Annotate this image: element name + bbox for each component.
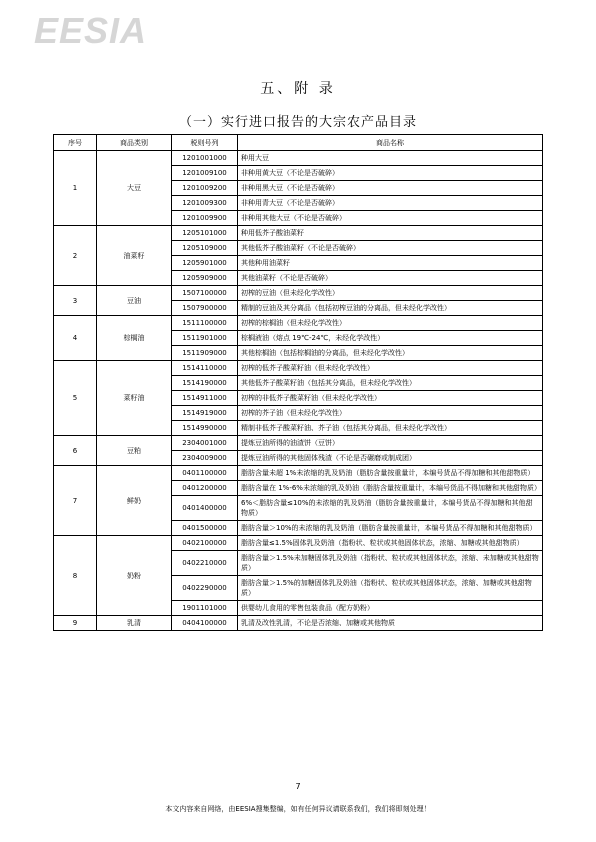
- serial-cell: 6: [54, 436, 97, 466]
- product-name-cell: 非种用黑大豆（不论是否破碎）: [238, 181, 543, 196]
- category-cell: 棕榈油: [97, 316, 172, 361]
- tariff-code-cell: 2304001000: [172, 436, 238, 451]
- tariff-code-cell: 1511909000: [172, 346, 238, 361]
- footer-note: 本文内容来自网络，由EESIA搜集整编，如有任何异议请联系我们，我们将即刻处理！: [165, 805, 431, 813]
- tariff-code-cell: 1201001000: [172, 151, 238, 166]
- tariff-code-cell: 1205101000: [172, 226, 238, 241]
- category-cell: 奶粉: [97, 536, 172, 616]
- tariff-code-cell: 1201009900: [172, 211, 238, 226]
- product-name-cell: 提炼豆油所得的油渣饼（豆饼）: [238, 436, 543, 451]
- product-name-cell: 供婴幼儿食用的零售包装食品（配方奶粉）: [238, 601, 543, 616]
- tariff-code-cell: 1901101000: [172, 601, 238, 616]
- table-row: [54, 316, 543, 331]
- product-name-cell: 脂肪含量＞1.5%的加糖固体乳及奶油（指粉状、粒状或其他固体状态，浓缩、加糖或其他甜物质）: [238, 576, 543, 601]
- tariff-code-cell: 1514110000: [172, 361, 238, 376]
- product-name-cell: 其他低芥子酸菜籽油（包括其分离品，但未经化学改性）: [238, 376, 543, 391]
- product-name-cell: 种用大豆: [238, 151, 543, 166]
- product-name-cell: 初榨的棕榈油（但未经化学改性）: [238, 316, 543, 331]
- product-name-cell: 其他低芥子酸油菜籽（不论是否破碎）: [238, 241, 543, 256]
- sub-title: （一）实行进口报告的大宗农产品目录: [178, 115, 417, 130]
- product-name-cell: 棕榈液油（熔点 19℃-24℃，未经化学改性）: [238, 331, 543, 346]
- tariff-code-cell: 0401400000: [172, 496, 238, 521]
- product-name-cell: 提炼豆油所得的其他固体残渣（不论是否碾磨或制成团）: [238, 451, 543, 466]
- serial-cell: 3: [54, 286, 97, 316]
- product-name-cell: 非种用其他大豆（不论是否破碎）: [238, 211, 543, 226]
- header-category: 商品类别: [97, 135, 172, 151]
- category-cell: 豆粕: [97, 436, 172, 466]
- tariff-code-cell: 1507100000: [172, 286, 238, 301]
- category-cell: 乳清: [97, 616, 172, 631]
- tariff-code-cell: 0402100000: [172, 536, 238, 551]
- category-cell: 鲜奶: [97, 466, 172, 536]
- tariff-code-cell: 0402210000: [172, 551, 238, 576]
- tariff-code-cell: 0401500000: [172, 521, 238, 536]
- product-name-cell: 脂肪含量未超 1%未浓缩的乳及奶油（脂肪含量按重量计，本编号货品不得加糖和其他甜物质）: [238, 466, 543, 481]
- product-name-cell: 初榨的低芥子酸菜籽油（但未经化学改性）: [238, 361, 543, 376]
- serial-cell: 4: [54, 316, 97, 361]
- tariff-code-cell: 1514990000: [172, 421, 238, 436]
- category-cell: 大豆: [97, 151, 172, 226]
- table-header-row: [54, 135, 543, 151]
- tariff-code-cell: 2304009000: [172, 451, 238, 466]
- tariff-code-cell: 1201009200: [172, 181, 238, 196]
- product-name-cell: 其他种用油菜籽: [238, 256, 543, 271]
- tariff-code-cell: 1514911000: [172, 391, 238, 406]
- tariff-code-cell: 1514919000: [172, 406, 238, 421]
- table-row: [54, 226, 543, 241]
- table-row: [54, 286, 543, 301]
- tariff-code-cell: 1511100000: [172, 316, 238, 331]
- header-tariff-code: 税则号列: [172, 135, 238, 151]
- serial-cell: 5: [54, 361, 97, 436]
- header-product-name: 商品名称: [238, 135, 543, 151]
- product-name-cell: 初榨的豆油（但未经化学改性）: [238, 286, 543, 301]
- tariff-code-cell: 1511901000: [172, 331, 238, 346]
- tariff-code-cell: 1507900000: [172, 301, 238, 316]
- table-row: [54, 436, 543, 451]
- table-row: [54, 151, 543, 166]
- product-name-cell: 其他棕榈油（包括棕榈油的分离品，但未经化学改性）: [238, 346, 543, 361]
- tariff-code-cell: 1205109000: [172, 241, 238, 256]
- serial-cell: 2: [54, 226, 97, 286]
- product-name-cell: 精制非低芥子酸菜籽油、芥子油（包括其分离品，但未经化学改性）: [238, 421, 543, 436]
- product-table: [53, 134, 543, 631]
- product-name-cell: 脂肪含量＞10%的未浓缩的乳及奶油（脂肪含量按重量计，本编号货品不得加糖和其他甜物质）: [238, 521, 543, 536]
- product-name-cell: 6%＜脂肪含量≤10%的未浓缩的乳及奶油（脂肪含量按重量计，本编号货品不得加糖和其他甜物质）: [238, 496, 543, 521]
- product-name-cell: 种用低芥子酸油菜籽: [238, 226, 543, 241]
- product-name-cell: 初榨的芥子油（但未经化学改性）: [238, 406, 543, 421]
- table-row: [54, 466, 543, 481]
- product-name-cell: 初榨的非低芥子酸菜籽油（但未经化学改性）: [238, 391, 543, 406]
- eesia-logo: EESIA: [34, 10, 148, 51]
- product-name-cell: 其他油菜籽（不论是否破碎）: [238, 271, 543, 286]
- tariff-code-cell: 1201009300: [172, 196, 238, 211]
- product-name-cell: 精制的豆油及其分离品（包括初榨豆油的分离品，但未经化学改性）: [238, 301, 543, 316]
- header-serial: 序号: [54, 135, 97, 151]
- category-cell: 油菜籽: [97, 226, 172, 286]
- table-row: [54, 616, 543, 631]
- tariff-code-cell: 1205901000: [172, 256, 238, 271]
- tariff-code-cell: 1205909000: [172, 271, 238, 286]
- table-row: [54, 361, 543, 376]
- tariff-code-cell: 0404100000: [172, 616, 238, 631]
- tariff-code-cell: 1201009100: [172, 166, 238, 181]
- tariff-code-cell: 0402290000: [172, 576, 238, 601]
- category-cell: 豆油: [97, 286, 172, 316]
- serial-cell: 7: [54, 466, 97, 536]
- category-cell: 菜籽油: [97, 361, 172, 436]
- table-body: [54, 151, 543, 631]
- tariff-code-cell: 0401200000: [172, 481, 238, 496]
- serial-cell: 9: [54, 616, 97, 631]
- page-number: 7: [295, 782, 301, 791]
- product-name-cell: 脂肪含量≤1.5%固体乳及奶油（指粉状、粒状或其他固体状态，浓缩、加糖或其他甜物质）: [238, 536, 543, 551]
- product-name-cell: 脂肪含量＞1.5%未加糖固体乳及奶油（指粉状、粒状或其他固体状态，浓缩、未加糖或其他甜物质）: [238, 551, 543, 576]
- tariff-code-cell: 0401100000: [172, 466, 238, 481]
- product-name-cell: 非种用青大豆（不论是否破碎）: [238, 196, 543, 211]
- tariff-code-cell: 1514190000: [172, 376, 238, 391]
- product-name-cell: 脂肪含量在 1%-6%未浓缩的乳及奶油（脂肪含量按重量计，本编号货品不得加糖和其他甜物质）: [238, 481, 543, 496]
- section-title: 五、附 录: [260, 81, 336, 97]
- table-row: [54, 536, 543, 551]
- serial-cell: 1: [54, 151, 97, 226]
- serial-cell: 8: [54, 536, 97, 616]
- product-name-cell: 乳清及改性乳清，不论是否浓缩、加糖或其他物质: [238, 616, 543, 631]
- product-name-cell: 非种用黄大豆（不论是否破碎）: [238, 166, 543, 181]
